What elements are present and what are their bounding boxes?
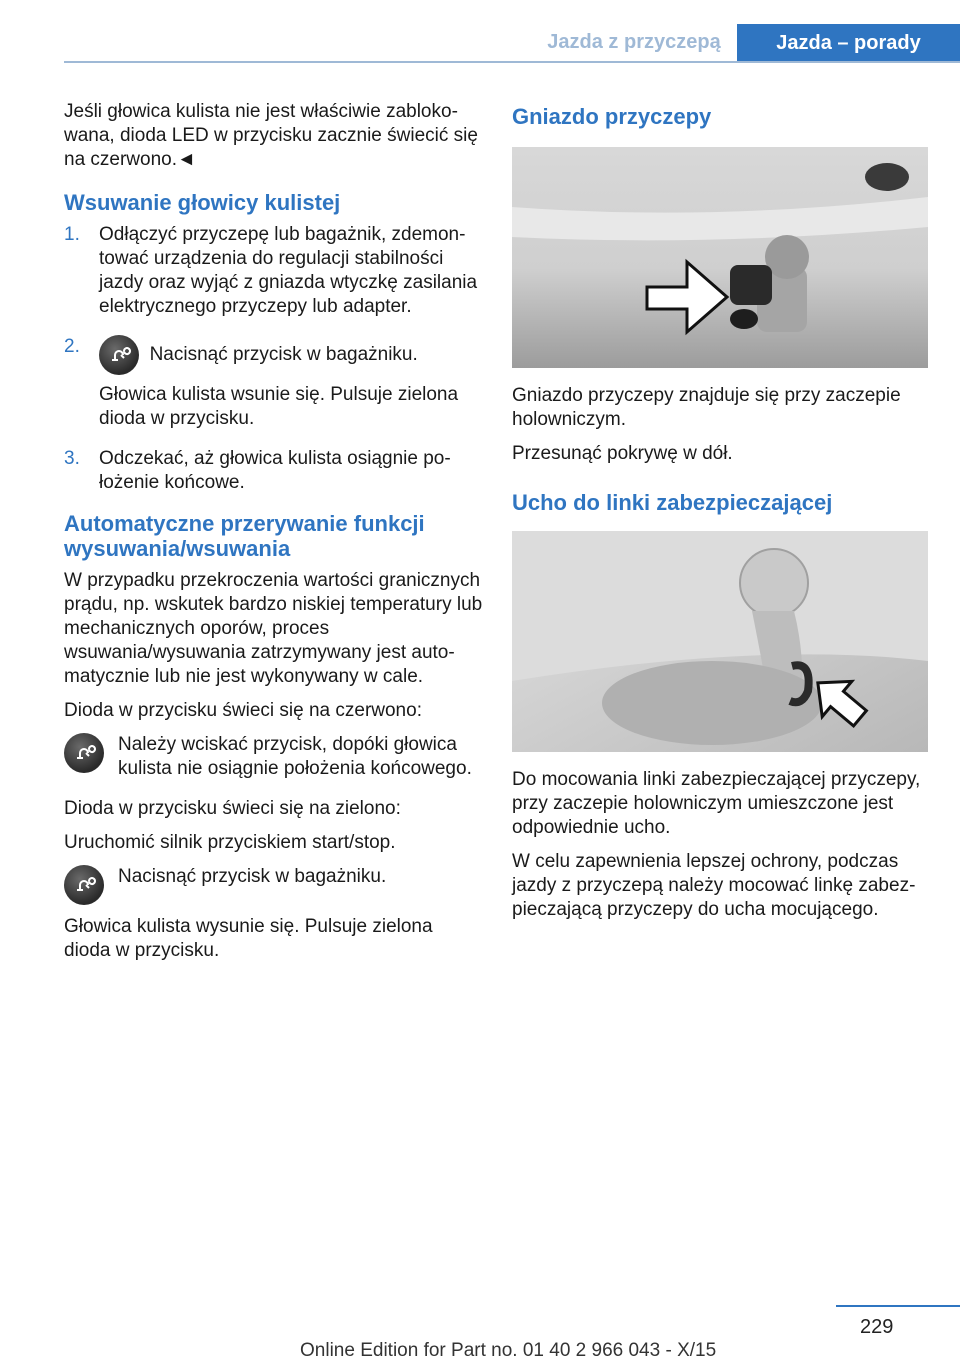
red-led-action (64, 733, 484, 781)
header-section-tab: Jazda z przyczepą (547, 31, 721, 53)
trailer-socket-photo (512, 147, 928, 368)
auto-heading: Automatyczne przerywanie funkcji wysuwania/wsuwania (64, 511, 425, 561)
step-2 (64, 335, 484, 431)
right-column (512, 100, 928, 932)
safety-eye-photo (512, 531, 928, 752)
tow-hitch-button-icon (64, 733, 104, 773)
tow-hitch-button-icon (99, 335, 139, 375)
socket-paragraph: Gniazdo przyczepy znajduje się przy zaczepie holowniczym. (512, 385, 901, 430)
socket-cover-paragraph: Przesunąć pokrywę w dół. (512, 443, 733, 464)
green-led-action (64, 865, 484, 963)
retract-steps (64, 223, 484, 495)
eye-heading: Ucho do linki zabezpieczającej (512, 490, 833, 515)
intro-paragraph: Jeśli głowica kulista nie jest właściwie zablokowana, dioda LED w przycisku zacznie świecić się na czerwono.◄ (64, 101, 478, 170)
green-led-result-text: Głowica kulista wysunie się. Pulsuje zielona dioda w przycisku. (64, 916, 433, 961)
retract-heading: Wsuwanie głowicy kulistej (64, 190, 341, 215)
eye-paragraph-2: W celu zapewnienia lepszej ochrony, podczas jazdy z przyczepą należy mocować linkę zabezpieczającą przyczepy do ucha mocującego. (512, 851, 916, 920)
step-number: 3. (64, 448, 80, 469)
socket-heading: Gniazdo przyczepy (512, 104, 712, 129)
red-led-paragraph: Dioda w przycisku świeci się na czerwono: (64, 700, 422, 721)
page-number: 229 (860, 1316, 894, 1338)
green-led-paragraph: Dioda w przycisku świeci się na zielono: (64, 798, 401, 819)
edition-line: Online Edition for Part no. 01 40 2 966 043 - X/15 (300, 1340, 717, 1361)
step-text: Odłączyć przyczepę lub bagażnik, zdemontować urządzenia do regulacji stabilności jazdy oraz wyjąć z gniazda wtyczkę zasilania elektrycznego przyczepy lub adapter. (99, 224, 478, 317)
step-3 (64, 447, 484, 495)
step-number: 2. (64, 336, 80, 357)
step-1 (64, 223, 484, 319)
auto-paragraph: W przypadku przekroczenia wartości granicznych prądu, np. wskutek bardzo niskiej temperatury lub mechanicznych oporów, proces wsuwania/wysuwania zatrzymywany jest automatycznie lub nie jest wykonywany w cale. (64, 570, 483, 687)
green-led-action-text: Nacisnąć przycisk w bagażniku. (118, 866, 387, 887)
step-text: Odczekać, aż głowica kulista osiągnie położenie końcowe. (99, 448, 451, 493)
step-subtext: Głowica kulista wsunie się. Pulsuje zielona dioda w przycisku. (99, 384, 459, 429)
step-text-with-icon (99, 335, 484, 375)
green-start-paragraph: Uruchomić silnik przyciskiem start/stop. (64, 832, 396, 853)
step-text: Nacisnąć przycisk w bagażniku. (149, 344, 418, 366)
tow-hitch-button-icon (64, 865, 104, 905)
left-column (64, 100, 484, 973)
eye-paragraph: Do mocowania linki zabezpieczającej przyczepy, przy zaczepie holowniczym umieszczone jest odpowiednie ucho. (512, 769, 921, 838)
footer-rule (836, 1305, 960, 1307)
red-led-action-text: Należy wciskać przycisk, dopóki głowica kulista nie osiągnie położenia końcowego. (118, 734, 472, 779)
step-number: 1. (64, 224, 80, 245)
header-rule (64, 61, 960, 63)
header-chapter-tab: Jazda – porady (737, 24, 960, 63)
